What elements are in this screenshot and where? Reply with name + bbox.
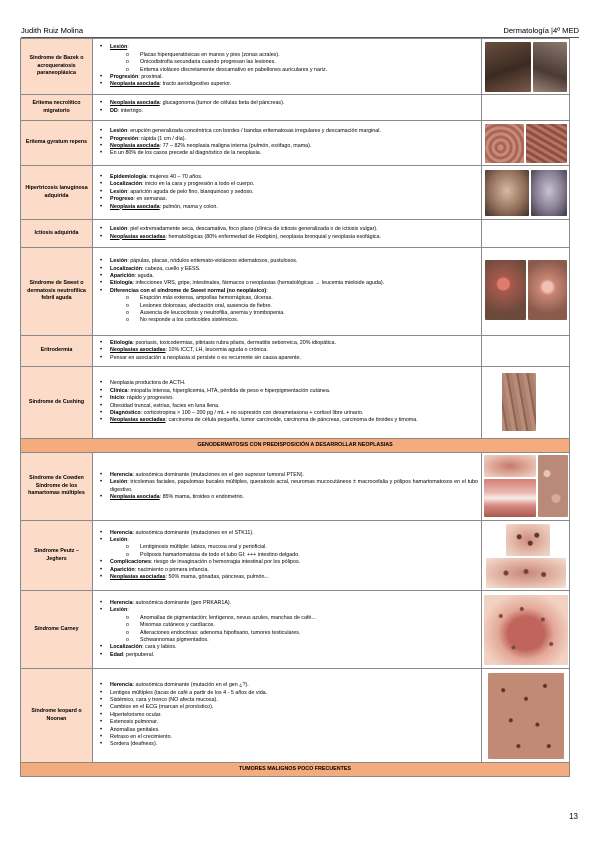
table-row bbox=[21, 220, 570, 248]
table-row bbox=[21, 166, 570, 220]
author-name: Judith Ruiz Molina bbox=[21, 26, 84, 35]
row-name: Síndrome leopard o Noonan bbox=[21, 669, 93, 763]
clinical-photo-lips bbox=[484, 455, 536, 477]
row-description: • Neoplasia asociada: glucagonoma (tumor de células beta del páncreas). • DD: intertrigo. bbox=[93, 95, 482, 121]
page-header bbox=[21, 26, 579, 38]
row-name: Síndrome de Cowden Síndrome de los hamartomas múltiples bbox=[21, 453, 93, 521]
clinical-photo-skin-trunk bbox=[526, 124, 567, 163]
row-name: Síndrome de Bazek o acroqueratosis paraneoplásica bbox=[21, 39, 93, 95]
row-name: Eritema gyratum repens bbox=[21, 121, 93, 166]
clinical-photo-skin-bands bbox=[485, 124, 524, 163]
row-description: • Herencia: autosómica dominante (mutaciones en el STK11). • Lesión: o Lentiginosis múltiple: labios, mucosa oral y perioficial. o Poliposis hamartomatosa de todo el tubo GI: +++ intestino delgado. • Complicaciones: riesgo de invaginación o hemorragia intestinal por los pólipos. • Aparición: nacimiento o primera infancia. • Neoplasias asociadas: 50% mama, gónadas, páncreas, pulmón... bbox=[93, 521, 482, 591]
clinical-photo-cell bbox=[482, 367, 570, 439]
table-row bbox=[21, 591, 570, 669]
clinical-photo-carney-lips bbox=[484, 595, 568, 665]
table-row bbox=[21, 763, 570, 777]
table-row bbox=[21, 336, 570, 367]
table-row bbox=[21, 39, 570, 95]
clinical-photo-cell bbox=[482, 591, 570, 669]
clinical-photo-lentigines bbox=[506, 524, 550, 556]
row-description: • Herencia: autosómica dominante (mutaciones en el gen supresor tumoral PTEN). • Lesión: tricolemas faciales, papulomas bucales múltiples, queratosis acral, neuromas mucocutáneos ± macrocefalia y pólipos hamartomatosos en el tubo digestivo. • Neoplasia asociada: 85% mama, tiroides o endometrio. bbox=[93, 453, 482, 521]
empty-photo-cell bbox=[482, 95, 570, 121]
clinical-photo-pigmented-lips bbox=[486, 558, 566, 588]
clinical-photo-sweet-lesion bbox=[485, 260, 526, 320]
row-name: Síndrome Carney bbox=[21, 591, 93, 669]
clinical-photo-gums bbox=[484, 479, 536, 517]
clinical-photo-face-profile bbox=[485, 170, 529, 216]
table-row bbox=[21, 453, 570, 521]
row-description: • Lesión: o Placas hiperqueratósicas en manos y pies (zonas acrales). o Onicodistrofia secundaria cuando progresan las lesiones. o Eritema violáceo discretamente descamativo en pabellones auriculares y nariz. • Progresión: proximal. • Neoplasia asociada: tracto aerodigestivo superior. bbox=[93, 39, 482, 95]
row-name: Síndrome Peutz – Jeghers bbox=[21, 521, 93, 591]
clinical-photo-cell bbox=[482, 453, 570, 521]
clinical-photo-feet bbox=[533, 42, 567, 92]
table-row bbox=[21, 121, 570, 166]
row-name: Síndrome de Cushing bbox=[21, 367, 93, 439]
clinical-photo-sweet-oral bbox=[528, 260, 567, 320]
section-heading-tumores: TUMORES MALIGNOS POCO FRECUENTES bbox=[21, 763, 570, 777]
clinical-photo-papules bbox=[538, 455, 568, 517]
table-row bbox=[21, 367, 570, 439]
row-description: • Lesión: piel extremadamente seca, descamativa, foco plano (clínica de ictiosis generalizada o de ictiosis vulgar). • Neoplasias asociadas: hematológicas (80% enfermedad de Hodgkin), neoplasia bronquial y neoplasia esofágica. bbox=[93, 220, 482, 248]
row-description: • Lesión: pápulas, placas, nódulos eritemato-violáceos edematosos, pustulosos. • Localización: cabeza, cuello y EESS. • Aparición: aguda. • Etiología: infecciones VRS, gripe, intestinales, fármacos o neoplasias (hematológicas → leucemia mieloide aguda). • Diferencias con el síndrome de Sweet normal (no neoplásico): o Erupción más extensa, ampollas hemorrágicas, úlceras. o Lesiones dolorosas, afectación oral, ausencia de fiebre. o Ausencia de leucocitosis y neutrofilia, anemia y trombopenia. o No responde a los corticoides sistémicos. bbox=[93, 248, 482, 336]
row-name: Síndrome de Sweet o dermatosis neutrofílica febril aguda bbox=[21, 248, 93, 336]
row-description: • Lesión: erupción generalizada concéntrica con bordes / bandas eritematosas irregulares y descamación marginal. • Progresión: rápida (1 cm / día). • Neoplasia asociada: 77 – 82% neoplasia maligna interna (pulmón, esófago, mama). • En un 80% de los casos precede al diagnóstico de la neoplasia. bbox=[93, 121, 482, 166]
clinical-photo-cell bbox=[482, 121, 570, 166]
clinical-photo-cell bbox=[482, 669, 570, 763]
row-name: Eritema necrolítico migratorio bbox=[21, 95, 93, 121]
row-name: Eritrodermia bbox=[21, 336, 93, 367]
clinical-photo-cell bbox=[482, 39, 570, 95]
content-table bbox=[20, 38, 570, 777]
row-description: • Etiología: psoriasis, toxicodermias, pitiriasis rubra pilaris, dermatitis seborreica, 20% idiopática. • Neoplasias asociadas: 10% ICCT, LH, leucemia aguda o crónica. • Pensar en asociación a neoplasia si persiste o es recurrente sin causa aparente. bbox=[93, 336, 482, 367]
row-description: • Herencia: autosómica dominante (gen PRKAR1A). • Lesión: o Anomalías de pigmentación: lentígenos, nevus azules, manchas de café... o Mixomas cutáneos y cardíacos. o Alteraciones endocrinas: adenoma hipofisario, tumores testiculares. o Schwannomas pigmentados. • Localización: cara y labios. • Edad: peripuberal. bbox=[93, 591, 482, 669]
page-number: 13 bbox=[569, 812, 578, 821]
row-description: • Neoplasia productora de ACTH. • Clínica: miopatía intensa, hiperglicemia, HTA, pérdida de peso e hiperpigmentación cutánea. • Inicio: rápido y progresivo. • Obesidad truncal, estrías, facies en luna llena. • Diagnóstico: corticotropina > 100 – 200 pg / mL + no supresión con dexametasona + cortisol libre urinario. • Neoplasias asociadas: carcinoma de célula pequeña, tumor carcinoide, carcinoma de páncreas, carcinoma de tiroides y timoma. bbox=[93, 367, 482, 439]
clinical-photo-hands bbox=[485, 42, 531, 92]
clinical-photo-lentigos-skin bbox=[488, 673, 564, 759]
table-row bbox=[21, 439, 570, 453]
clinical-photo-cell bbox=[482, 521, 570, 591]
empty-photo-cell bbox=[482, 220, 570, 248]
document-subject: Dermatología |4º MED bbox=[503, 26, 579, 35]
clinical-photo-cell bbox=[482, 166, 570, 220]
section-heading-genodermatosis: GENODERMATOSIS CON PREDISPOSICIÓN A DESARROLLAR NEOPLASIAS bbox=[21, 439, 570, 453]
table-row bbox=[21, 669, 570, 763]
row-name: Hipertricosis lanuginosa adquirida bbox=[21, 166, 93, 220]
clinical-photo-face-front bbox=[531, 170, 567, 216]
row-description: • Herencia: autosómica dominante (mutación en el gen ¿?). • Lentigos múltiples (tacas de café a partir de los 4 - 5 años de vida. • Sistémico, cara y tronco (NO afecta mucosa). • Cambios en el ECG (marcan el pronóstico). • Hipertelorismo ocular. • Estenosis pulmonar. • Anomalías genitales. • Retraso en el crecimiento. • Sordera (deafness). bbox=[93, 669, 482, 763]
table-row bbox=[21, 521, 570, 591]
clinical-photo-cell bbox=[482, 248, 570, 336]
clinical-photo-striae bbox=[502, 373, 536, 431]
table-row bbox=[21, 95, 570, 121]
row-description: • Epidemiología: mujeres 40 – 70 años. • Localización: inicio en la cara y progresión a todo el cuerpo. • Lesión: aparición aguda de pelo fino, blanquinoso y sedoso. • Progreso: en semanas. • Neoplasia asociada: pulmón, mama y colon. bbox=[93, 166, 482, 220]
table-row bbox=[21, 248, 570, 336]
empty-photo-cell bbox=[482, 336, 570, 367]
row-name: Ictiosis adquirida bbox=[21, 220, 93, 248]
